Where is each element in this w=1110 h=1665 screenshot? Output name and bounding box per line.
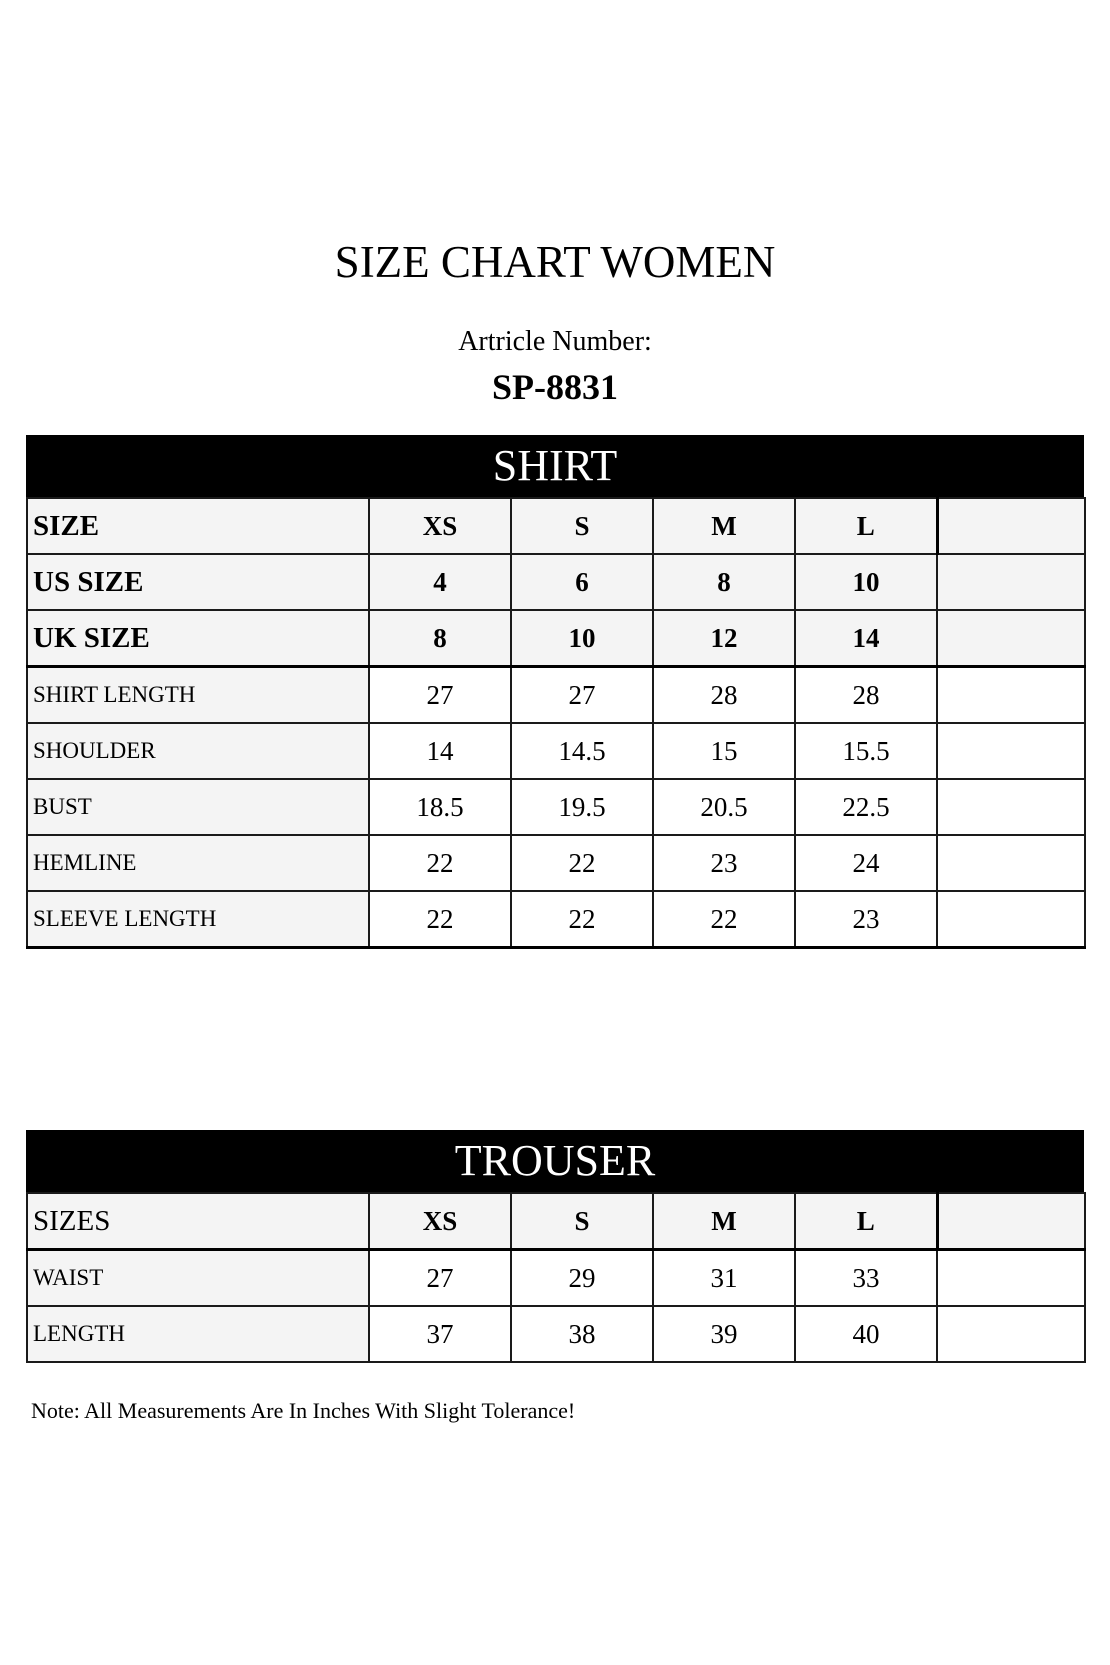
measurement-cell: 27 bbox=[369, 667, 511, 724]
measurement-cell: 23 bbox=[653, 835, 795, 891]
us-size-cell bbox=[937, 554, 1085, 610]
measurement-cell bbox=[937, 667, 1085, 724]
uk-size-cell: 12 bbox=[653, 610, 795, 667]
size-cell: M bbox=[653, 498, 795, 554]
measurement-cell bbox=[937, 779, 1085, 835]
trouser-size-row bbox=[27, 1193, 1085, 1250]
measurement-cell: 28 bbox=[795, 667, 937, 724]
table-row bbox=[27, 723, 1085, 779]
row-label: SLEEVE LENGTH bbox=[27, 891, 369, 948]
measurement-cell: 15 bbox=[653, 723, 795, 779]
measurement-cell bbox=[937, 835, 1085, 891]
row-label: SHIRT LENGTH bbox=[27, 667, 369, 724]
measurement-cell: 22.5 bbox=[795, 779, 937, 835]
trouser-size-table bbox=[26, 1192, 1086, 1363]
table-row bbox=[27, 667, 1085, 724]
measurement-cell: 27 bbox=[511, 667, 653, 724]
row-label: UK SIZE bbox=[27, 610, 369, 667]
uk-size-cell: 8 bbox=[369, 610, 511, 667]
measurement-cell: 14.5 bbox=[511, 723, 653, 779]
shirt-size-section bbox=[26, 435, 1084, 949]
measurement-cell: 20.5 bbox=[653, 779, 795, 835]
size-cell: M bbox=[653, 1193, 795, 1250]
size-cell bbox=[937, 1193, 1085, 1250]
measurement-cell: 22 bbox=[369, 891, 511, 948]
us-size-cell: 4 bbox=[369, 554, 511, 610]
measurement-cell bbox=[937, 891, 1085, 948]
measurement-cell: 24 bbox=[795, 835, 937, 891]
measurement-cell: 19.5 bbox=[511, 779, 653, 835]
measurement-cell: 28 bbox=[653, 667, 795, 724]
measurement-cell: 22 bbox=[511, 835, 653, 891]
article-number-label: Artricle Number: bbox=[458, 326, 652, 357]
uk-size-cell: 14 bbox=[795, 610, 937, 667]
article-number: SP-8831 bbox=[492, 367, 618, 407]
trouser-size-section bbox=[26, 1130, 1084, 1363]
size-cell bbox=[937, 498, 1085, 554]
us-size-cell: 10 bbox=[795, 554, 937, 610]
size-cell: S bbox=[511, 1193, 653, 1250]
measurement-cell: 23 bbox=[795, 891, 937, 948]
size-cell: XS bbox=[369, 498, 511, 554]
measurement-cell: 38 bbox=[511, 1306, 653, 1362]
shirt-size-table bbox=[26, 497, 1086, 949]
row-label: HEMLINE bbox=[27, 835, 369, 891]
us-size-cell: 6 bbox=[511, 554, 653, 610]
trouser-section-header: TROUSER bbox=[26, 1130, 1084, 1192]
table-row bbox=[27, 1250, 1085, 1307]
measurement-cell: 37 bbox=[369, 1306, 511, 1362]
measurement-cell: 14 bbox=[369, 723, 511, 779]
measurement-cell: 31 bbox=[653, 1250, 795, 1307]
uk-size-cell bbox=[937, 610, 1085, 667]
measurement-cell bbox=[937, 723, 1085, 779]
table-row bbox=[27, 1306, 1085, 1362]
measurement-cell: 18.5 bbox=[369, 779, 511, 835]
size-cell: XS bbox=[369, 1193, 511, 1250]
shirt-size-row bbox=[27, 498, 1085, 554]
us-size-cell: 8 bbox=[653, 554, 795, 610]
table-row bbox=[27, 835, 1085, 891]
measurement-note: Note: All Measurements Are In Inches With Slight Tolerance! bbox=[31, 1398, 576, 1423]
measurement-cell: 39 bbox=[653, 1306, 795, 1362]
measurement-cell: 29 bbox=[511, 1250, 653, 1307]
row-label: SIZES bbox=[27, 1193, 369, 1250]
page-title: SIZE CHART WOMEN bbox=[334, 237, 776, 287]
size-cell: L bbox=[795, 1193, 937, 1250]
measurement-cell: 27 bbox=[369, 1250, 511, 1307]
measurement-cell bbox=[937, 1250, 1085, 1307]
row-label: US SIZE bbox=[27, 554, 369, 610]
measurement-cell: 22 bbox=[511, 891, 653, 948]
row-label: WAIST bbox=[27, 1250, 369, 1307]
measurement-cell: 40 bbox=[795, 1306, 937, 1362]
table-row bbox=[27, 891, 1085, 948]
measurement-cell: 22 bbox=[369, 835, 511, 891]
row-label: BUST bbox=[27, 779, 369, 835]
measurement-cell: 22 bbox=[653, 891, 795, 948]
measurement-cell: 33 bbox=[795, 1250, 937, 1307]
measurement-cell bbox=[937, 1306, 1085, 1362]
us-size-row bbox=[27, 554, 1085, 610]
row-label: SHOULDER bbox=[27, 723, 369, 779]
shirt-section-header: SHIRT bbox=[26, 435, 1084, 497]
uk-size-cell: 10 bbox=[511, 610, 653, 667]
size-cell: S bbox=[511, 498, 653, 554]
measurement-cell: 15.5 bbox=[795, 723, 937, 779]
table-row bbox=[27, 779, 1085, 835]
row-label: SIZE bbox=[27, 498, 369, 554]
size-cell: L bbox=[795, 498, 937, 554]
row-label: LENGTH bbox=[27, 1306, 369, 1362]
uk-size-row bbox=[27, 610, 1085, 667]
